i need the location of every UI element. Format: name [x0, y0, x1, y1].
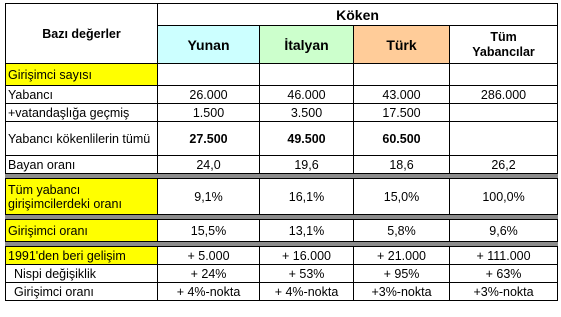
data-table: [5, 3, 558, 301]
cell: 286.000: [450, 86, 558, 104]
col-header-tum-yabancilar: Tüm Yabancılar: [450, 26, 558, 64]
cell: [450, 104, 558, 122]
cell: 24,0: [158, 156, 260, 174]
col-header-yunan: Yunan: [158, 26, 260, 64]
cell: 15,0%: [354, 179, 450, 215]
table-row: [6, 122, 558, 156]
table-row: [6, 265, 558, 283]
table-row: [6, 86, 558, 104]
cell: 46.000: [260, 86, 354, 104]
cell: 16,1%: [260, 179, 354, 215]
cell: + 21.000: [354, 247, 450, 265]
cell: [260, 64, 354, 86]
col-header-turk: Türk: [354, 26, 450, 64]
row-label: +vatandaşlığa geçmiş: [6, 104, 158, 122]
cell: 60.500: [354, 122, 450, 156]
cell: 15,5%: [158, 220, 260, 242]
cell: 1.500: [158, 104, 260, 122]
cell: 5,8%: [354, 220, 450, 242]
cell: 26.000: [158, 86, 260, 104]
cell: 100,0%: [450, 179, 558, 215]
cell: 9,1%: [158, 179, 260, 215]
cell: 3.500: [260, 104, 354, 122]
table-row: [6, 64, 558, 86]
cell: + 24%: [158, 265, 260, 283]
cell: [354, 64, 450, 86]
cell: 19,6: [260, 156, 354, 174]
cell: 17.500: [354, 104, 450, 122]
cell: +3%-nokta: [450, 283, 558, 301]
cell: + 63%: [450, 265, 558, 283]
row-label: 1991'den beri gelişim: [6, 247, 158, 265]
table-row: [6, 247, 558, 265]
table-row: [6, 220, 558, 242]
cell: 49.500: [260, 122, 354, 156]
table-row: [6, 179, 558, 215]
cell: [158, 64, 260, 86]
row-label: Bayan oranı: [6, 156, 158, 174]
cell: + 95%: [354, 265, 450, 283]
cell: + 111.000: [450, 247, 558, 265]
cell: + 5.000: [158, 247, 260, 265]
cell: 43.000: [354, 86, 450, 104]
row-label: Girişimci oranı: [6, 283, 158, 301]
col-header-italyan: İtalyan: [260, 26, 354, 64]
row-label: Tüm yabancı girişimcilerdeki oranı: [6, 179, 158, 215]
cell: + 4%-nokta: [158, 283, 260, 301]
cell: [450, 122, 558, 156]
cell: 27.500: [158, 122, 260, 156]
row-label-header: Bazı değerler: [6, 4, 158, 64]
row-label: Nispi değişiklik: [6, 265, 158, 283]
cell: + 16.000: [260, 247, 354, 265]
cell: +3%-nokta: [354, 283, 450, 301]
table-row: [6, 283, 558, 301]
cell: 9,6%: [450, 220, 558, 242]
row-label: Yabancı: [6, 86, 158, 104]
cell: 26,2: [450, 156, 558, 174]
row-label: Girişimci sayısı: [6, 64, 158, 86]
cell: 13,1%: [260, 220, 354, 242]
row-label: Yabancı kökenlilerin tümü: [6, 122, 158, 156]
cell: + 53%: [260, 265, 354, 283]
group-header-koken: Köken: [158, 4, 558, 26]
cell: + 4%-nokta: [260, 283, 354, 301]
table-row: [6, 156, 558, 174]
cell: [450, 64, 558, 86]
cell: 18,6: [354, 156, 450, 174]
table-row: [6, 104, 558, 122]
row-label: Girişimci oranı: [6, 220, 158, 242]
